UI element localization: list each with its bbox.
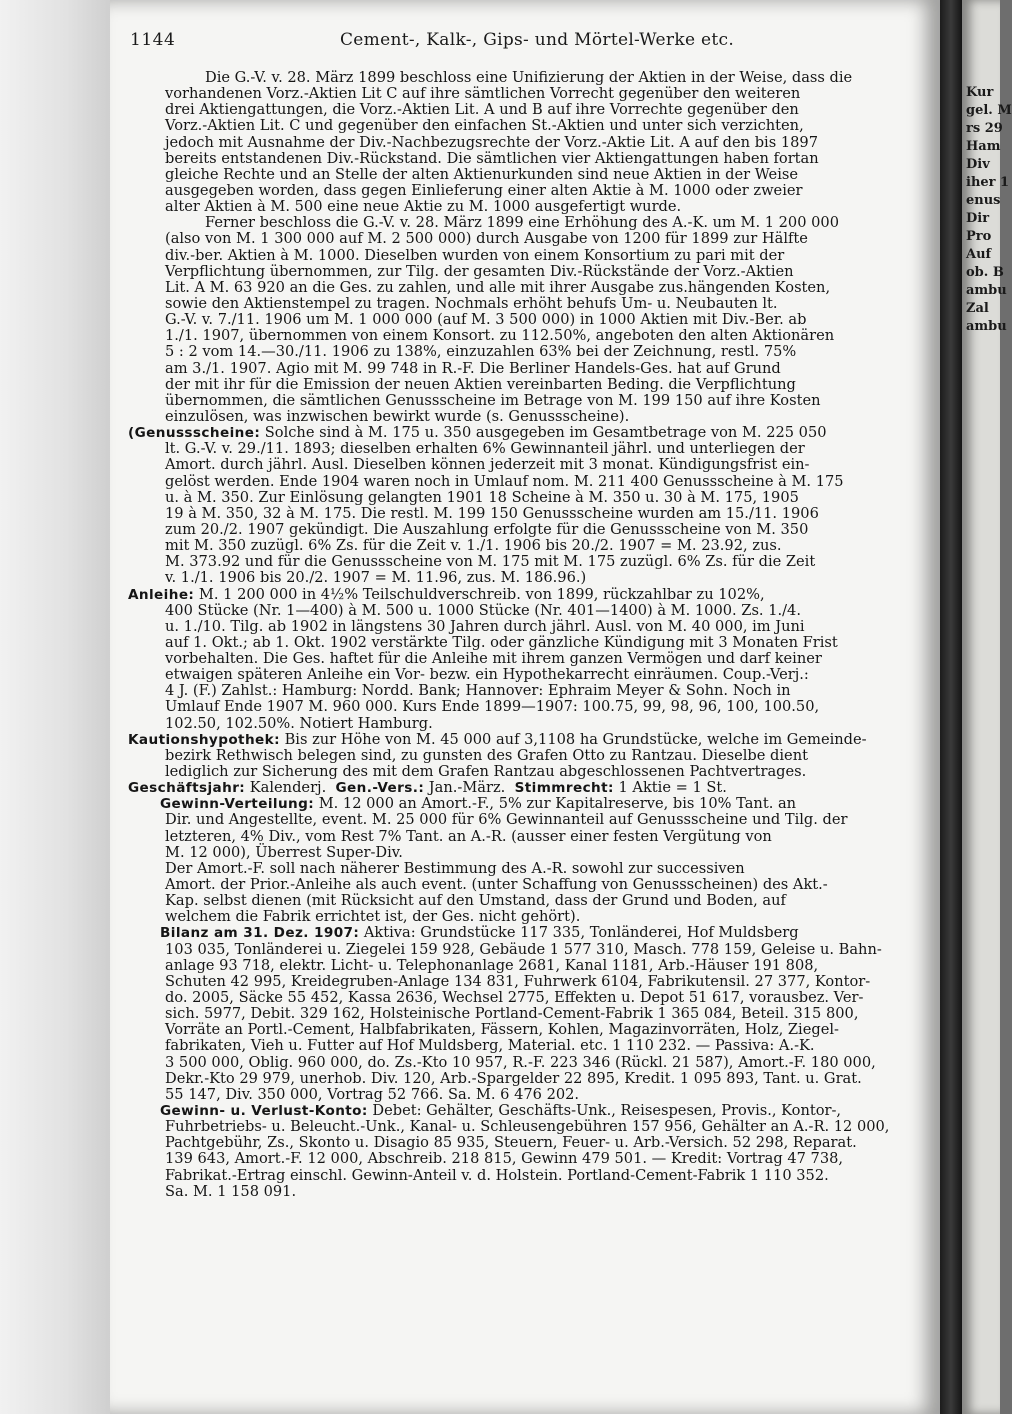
text-line: letzteren, 4% Div., vom Rest 7% Tant. an A.-R. (ausser einer festen Vergütung von — [165, 827, 772, 845]
text-line: Umlauf Ende 1907 M. 960 000. Kurs Ende 1899—1907: 100.75, 99, 98, 96, 100, 100.50, — [165, 698, 820, 716]
text-line: (Genussscheine: Solche sind à M. 175 u. 350 ausgegeben im Gesamtbetrage von M. 225 050 — [128, 424, 827, 442]
section-geschaeftsjahr — [120, 780, 935, 796]
text-line: Kautionshypothek: Bis zur Höhe von M. 45 000 auf 3,1108 ha Grundstücke, welche im Gemeinde- — [128, 730, 867, 748]
text-line: ausgegeben worden, dass gegen Einlieferung einer alten Aktie à M. 1000 oder zweier — [165, 181, 803, 199]
text-line: M. 12 000), Überrest Super-Div. — [165, 843, 403, 861]
adjacent-page-fragment: Pro — [966, 229, 992, 244]
text-line: Gewinn-Verteilung: M. 12 000 an Amort.-F., 5% zur Kapitalreserve, bis 10% Tant. an — [160, 795, 797, 813]
text-line: G.-V. v. 7./11. 1906 um M. 1 000 000 (auf M. 3 500 000) in 1000 Aktien mit Div.-Ber. ab — [165, 311, 807, 329]
text-line: Pachtgebühr, Zs., Skonto u. Disagio 85 935, Steuern, Feuer- u. Arb.-Versich. 52 298, Reparat. — [165, 1134, 857, 1152]
adjacent-page-fragment: enus — [966, 193, 1001, 208]
text-line: div.-ber. Aktien à M. 1000. Dieselben wurden von einem Konsortium zu pari mit der — [165, 246, 785, 264]
text-line: v. 1./1. 1906 bis 20./2. 1907 = M. 11.96, zus. M. 186.96.) — [165, 569, 587, 587]
text-line: gleiche Rechte und an Stelle der alten Aktienurkunden sind neue Aktien in der Weise — [165, 165, 798, 183]
text-line: Amort. der Prior.-Anleihe als auch event. (unter Schaffung von Genussscheinen) des Akt.- — [165, 876, 828, 894]
text-line: Der Amort.-F. soll nach näherer Bestimmung des A.-R. sowohl zur successiven — [165, 859, 745, 877]
adjacent-page-fragment: ambu — [966, 319, 1007, 334]
section-genussscheine — [120, 425, 935, 586]
left-page-edge — [0, 0, 110, 1414]
page-number: 1144 — [130, 30, 176, 50]
section-kautionshypothek — [120, 732, 935, 780]
page-body — [120, 70, 935, 1200]
text-line: u. 1./10. Tilg. ab 1902 in längstens 30 Jahren durch jährl. Ausl. von M. 40 000, im Juni — [165, 617, 805, 635]
text-line: bezirk Rethwisch belegen sind, zu gunsten des Grafen Otto zu Rantzau. Dieselbe dient — [165, 746, 808, 764]
text-line: 103 035, Tonländerei u. Ziegelei 159 928, Gebäude 1 577 310, Masch. 778 159, Geleise u. Bahn- — [165, 940, 882, 958]
text-line: auf 1. Okt.; ab 1. Okt. 1902 verstärkte Tilg. oder gänzliche Kündigung mit 3 Monaten Frist — [165, 633, 838, 651]
text-line: Dekr.-Kto 29 979, unerhob. Div. 120, Arb.-Spargelder 22 895, Kredit. 1 095 893, Tant. u. Grat. — [165, 1069, 862, 1087]
adjacent-page-fragment: ambu — [966, 283, 1007, 298]
text-line: 400 Stücke (Nr. 1—400) à M. 500 u. 1000 Stücke (Nr. 401—1400) à M. 1000. Zs. 1./4. — [165, 601, 801, 619]
text-line: jedoch mit Ausnahme der Div.-Nachbezugsrechte der Vorz.-Aktie Lit. A auf den bis 1897 — [165, 133, 818, 151]
paragraph-kapitalerhoehung — [120, 215, 935, 425]
text-line: der mit ihr für die Emission der neuen Aktien vereinbarten Beding. die Verpflichtung — [165, 375, 796, 393]
adjacent-page-fragment: Ham — [966, 139, 1001, 154]
text-line: Sa. M. 1 158 091. — [165, 1182, 297, 1200]
text-line: Fuhrbetriebs- u. Beleucht.-Unk., Kanal- u. Schleusengebühren 157 956, Gehälter an A.-R. 12 000, — [165, 1118, 890, 1136]
running-title: Cement-, Kalk-, Gips- und Mörtel-Werke etc. — [340, 30, 735, 50]
text-line: Verpflichtung übernommen, zur Tilg. der gesamten Div.-Rückstände der Vorz.-Aktien — [165, 262, 794, 280]
adjacent-page-fragment: Dir — [966, 211, 990, 226]
section-anleihe — [120, 587, 935, 732]
text-line: drei Aktiengattungen, die Vorz.-Aktien Lit. A und B auf ihre Vorrechte gegenüber den — [165, 101, 799, 119]
text-line: fabrikaten, Vieh u. Futter auf Hof Muldsberg, Material. etc. 1 110 232. — Passiva: A.-K. — [165, 1037, 815, 1055]
text-line: vorbehalten. Die Ges. haftet für die Anleihe mit ihrem ganzen Vermögen und darf keiner — [165, 650, 822, 668]
text-line: Die G.-V. v. 28. März 1899 beschloss eine Unifizierung der Aktien in der Weise, dass die — [205, 69, 853, 86]
text-line: 5 : 2 vom 14.—30./11. 1906 zu 138%, einzuzahlen 63% bei der Zeichnung, restl. 75% — [165, 343, 797, 361]
text-line: Schuten 42 995, Kreidegruben-Anlage 134 831, Fuhrwerk 6104, Fabrikutensil. 27 377, Kontor- — [165, 972, 871, 990]
section-bilanz — [120, 925, 935, 1103]
text-line: 19 à M. 350, 32 à M. 175. Die restl. M. 199 150 Genussscheine wurden am 15./11. 1906 — [165, 504, 819, 522]
text-line: 1./1. 1907, übernommen von einem Konsort. zu 112.50%, angeboten den alten Aktionären — [165, 327, 835, 345]
text-line: alter Aktien à M. 500 eine neue Aktie zu M. 1000 ausgefertigt wurde. — [165, 198, 682, 216]
text-line: lediglich zur Sicherung des mit dem Grafen Rantzau abgeschlossenen Pachtvertrages. — [165, 763, 807, 781]
text-line: anlage 93 718, elektr. Licht- u. Telephonanlage 2681, Kanal 1181, Arb.-Häuser 191 808, — [165, 956, 819, 974]
text-line: lt. G.-V. v. 29./11. 1893; dieselben erhalten 6% Gewinnanteil jährl. und unterliegen der — [165, 440, 805, 458]
text-line: mit M. 350 zuzügl. 6% Zs. für die Zeit v. 1./1. 1906 bis 20./2. 1907 = M. 23.92, zus. — [165, 537, 782, 555]
section-label: (Genussscheine: — [128, 425, 261, 442]
text-line: zum 20./2. 1907 gekündigt. Die Auszahlung erfolgte für die Genussscheine von M. 350 — [165, 520, 809, 538]
section-label: Gen.-Vers.: — [335, 780, 425, 797]
adjacent-page-fragment: Auf — [966, 247, 992, 262]
text-line: am 3./1. 1907. Agio mit M. 99 748 in R.-F. Die Berliner Handels-Ges. hat auf Grund — [165, 359, 781, 377]
text-line: 139 643, Amort.-F. 12 000, Abschreib. 218 815, Gewinn 479 501. — Kredit: Vortrag 47 738, — [165, 1150, 844, 1168]
text-line: Dir. und Angestellte, event. M. 25 000 für 6% Gewinnanteil auf Genussscheine und Tilg. der — [165, 811, 848, 829]
text-line: Kap. selbst dienen (mit Rücksicht auf den Umstand, dass der Grund und Boden, auf — [165, 892, 786, 910]
section-label: Geschäftsjahr: — [128, 780, 246, 797]
section-gewinnverteilung — [120, 796, 935, 925]
section-label: Anleihe: — [128, 586, 195, 603]
text-line: u. à M. 350. Zur Einlösung gelangten 1901 18 Scheine à M. 350 u. 30 à M. 175, 1905 — [165, 488, 799, 506]
text-line: sowie den Aktienstempel zu tragen. Nochmals erhöht behufs Um- u. Neubauten lt. — [165, 294, 778, 312]
text-line: bereits entstandenen Div.-Rückstand. Die sämtlichen vier Aktiengattungen haben fortan — [165, 149, 819, 167]
adjacent-page-fragment: Div — [966, 157, 990, 172]
text-line: 102.50, 102.50%. Notiert Hamburg. — [165, 714, 433, 732]
text-line: gelöst werden. Ende 1904 waren noch in Umlauf nom. M. 211 400 Genussscheine à M. 175 — [165, 472, 844, 490]
text-line: sich. 5977, Debit. 329 162, Holsteinische Portland-Cement-Fabrik 1 365 084, Beteil. 315 800, — [165, 1005, 859, 1023]
adjacent-page-fragment: iher 1 — [966, 175, 1010, 190]
text-line: Vorz.-Aktien Lit. C und gegenüber den einfachen St.-Aktien und unter sich verzichten, — [165, 117, 804, 135]
section-label: Kautionshypothek: — [128, 731, 280, 748]
text-line: welchem die Fabrik errichtet ist, der Ges. nicht gehört). — [165, 908, 581, 926]
text-line: vorhandenen Vorz.-Aktien Lit C auf ihre sämtlichen Vorrecht gegenüber den weiteren — [165, 85, 801, 103]
text-line: Ferner beschloss die G.-V. v. 28. März 1899 eine Erhöhung des A.-K. um M. 1 200 000 — [205, 214, 839, 232]
text-line: Bilanz am 31. Dez. 1907: Aktiva: Grundstücke 117 335, Tonländerei, Hof Muldsberg — [160, 924, 799, 942]
section-label: Bilanz am 31. Dez. 1907: — [160, 925, 360, 942]
text-line: Fabrikat.-Ertrag einschl. Gewinn-Anteil v. d. Holstein. Portland-Cement-Fabrik 1 110 352. — [165, 1166, 829, 1184]
adjacent-page-fragment: gel. M — [966, 103, 1012, 118]
text-line: Gewinn- u. Verlust-Konto: Debet: Gehälter, Geschäfts-Unk., Reisespesen, Provis., Kontor-, — [160, 1102, 842, 1119]
text-line: do. 2005, Säcke 55 452, Kassa 2636, Wechsel 2775, Effekten u. Depot 51 617, vorausbez. Ver- — [165, 989, 864, 1007]
text-line: Lit. A M. 63 920 an die Ges. zu zahlen, und alle mit ihrer Ausgabe zus.hängenden Kosten, — [165, 278, 831, 296]
text-line: (also von M. 1 300 000 auf M. 2 500 000) durch Ausgabe von 1200 für 1899 zur Hälfte — [165, 230, 808, 248]
text-line: M. 373.92 und für die Genussscheine von M. 175 mit M. 175 zuzügl. 6% Zs. für die Zeit — [165, 553, 816, 571]
text-line: 3 500 000, Oblig. 960 000, do. Zs.-Kto 10 957, R.-F. 223 346 (Rückl. 21 587), Amort.-F. 180 000, — [165, 1053, 876, 1071]
section-label: Gewinn-Verteilung: — [160, 796, 315, 813]
text-line: 55 147, Div. 350 000, Vortrag 52 766. Sa. M. 6 476 202. — [165, 1085, 580, 1103]
text-line: Amort. durch jährl. Ausl. Dieselben können jederzeit mit 3 monat. Kündigungsfrist ein- — [165, 456, 810, 474]
paragraph-unifizierung — [120, 70, 935, 215]
text-line: Geschäftsjahr: Kalenderj. Gen.-Vers.: Jan.-März. Stimmrecht: 1 Aktie = 1 St. — [128, 779, 727, 797]
section-label: Gewinn- u. Verlust-Konto: — [160, 1103, 368, 1119]
section-gewinn-verlust-konto — [120, 1103, 935, 1200]
book-gutter — [940, 0, 962, 1414]
text-line: übernommen, die sämtlichen Genussscheine im Betrage von M. 199 150 auf ihre Kosten — [165, 391, 821, 409]
adjacent-page-fragment: rs 29 — [966, 121, 1003, 136]
text-line: Vorräte an Portl.-Cement, Halbfabrikaten, Fässern, Kohlen, Magazinvorräten, Holz, Ziegel- — [165, 1021, 839, 1039]
adjacent-page-edge — [962, 0, 1012, 1414]
adjacent-page-fragment: Kur — [966, 85, 994, 100]
text-line: einzulösen, was inzwischen bewirkt wurde (s. Genussscheine). — [165, 407, 630, 425]
adjacent-page-fragment: ob. B — [966, 265, 1004, 280]
text-line: etwaigen späteren Anleihe ein Vor- bezw. ein Hypothekarrecht einräumen. Coup.-Verj.: — [165, 666, 809, 684]
text-line: 4 J. (F.) Zahlst.: Hamburg: Nordd. Bank; Hannover: Ephraim Meyer & Sohn. Noch in — [165, 682, 791, 700]
text-line: Anleihe: M. 1 200 000 in 4½% Teilschuldverschreib. von 1899, rückzahlbar zu 102%, — [128, 585, 765, 603]
adjacent-page-fragment: Zal — [966, 301, 989, 316]
section-label: Stimmrecht: — [514, 780, 614, 797]
running-header — [130, 30, 920, 54]
